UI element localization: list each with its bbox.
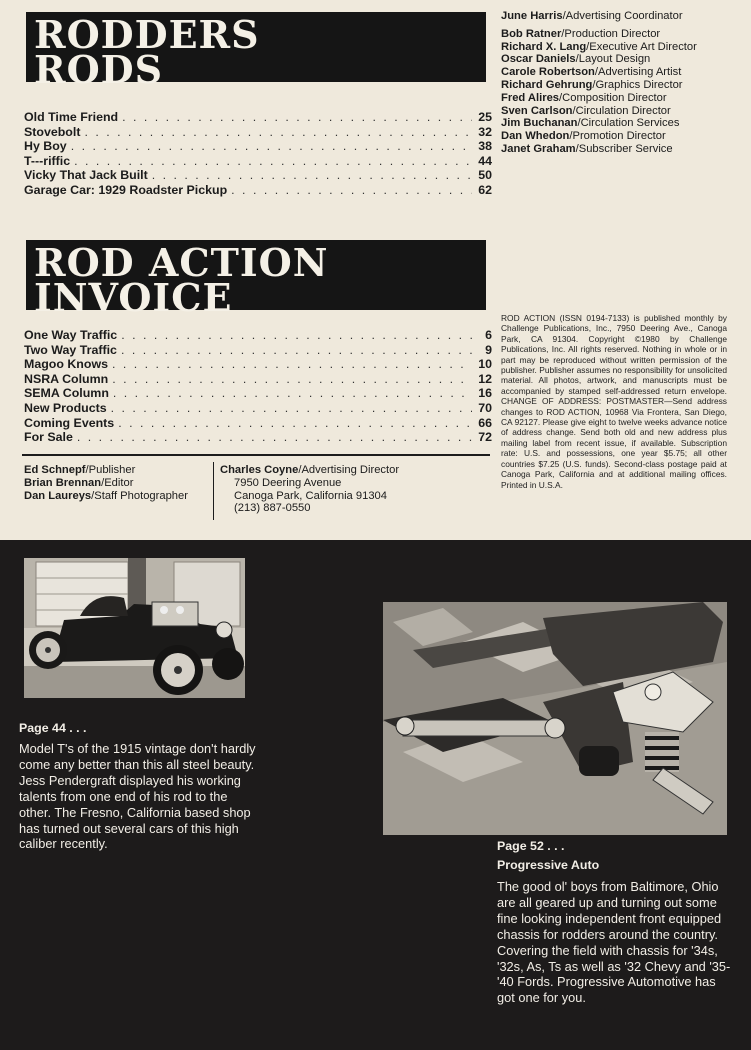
staff-entry: Sven Carlson/Circulation Director <box>501 104 671 117</box>
city-address: Canoga Park, California 91304 <box>234 489 387 502</box>
rod-action-invoice-banner <box>26 240 486 320</box>
toc-entry[interactable]: Hy Boy . . . 38 <box>24 139 492 154</box>
feature-page-52-title[interactable]: Page 52 . . . <box>497 839 565 853</box>
publication-notice: ROD ACTION (ISSN 0194-7133) is published monthly by Challenge Publications, Inc., 7950 Deering Ave., Canoga Park, CA 91304. Copyright ©1980 by Challenge Publications, Inc. All rights reserved. Nothing in whole or in part may be reproduced without written permission of the publisher. Publisher assumes no responsibility for unsolicited material. All photos, artwork, and manuscripts must be accompanied by stamped self-addressed return envelope. CHANGE OF ADDRESS: POSTMASTER—Send address changes to ROD ACTION, 10968 Via Frontera, San Diego, CA 92127. Please give eight to twelve weeks advance notice of address change. Send both old and new address plus mailing label from recent issue, if available. Subscription rate: U.S. and possessions, one year $5.75; all other countries $7.25 (U.S. funds). Second-class postage paid at Canoga Park, California and at additional mailing offices. Printed in U.S.A. <box>501 313 727 490</box>
advertising-contact <box>220 464 399 515</box>
toc-entry[interactable]: T---riffic . . . 44 <box>24 154 492 169</box>
editorial-credits <box>24 464 188 502</box>
page-number: 25 <box>478 110 492 124</box>
banner-line: RODDERS <box>34 12 260 57</box>
toc-entry[interactable]: Vicky That Jack Built . . . 50 <box>24 168 492 183</box>
rodders-rods-toc <box>24 110 492 198</box>
toc-entry[interactable]: NSRA Column . . . 12 <box>24 372 492 387</box>
divider <box>213 462 214 520</box>
page-number: 66 <box>478 415 492 430</box>
credit-entry: Brian Brennan/Editor <box>24 476 134 489</box>
toc-entry[interactable]: Old Time Friend . . . 25 <box>24 110 492 125</box>
toc-entry[interactable]: SEMA Column . . . 16 <box>24 386 492 401</box>
feature-page-52-subtitle: Progressive Auto <box>497 858 600 872</box>
staff-entry: Fred Alires/Composition Director <box>501 91 667 104</box>
page-number: 38 <box>478 139 492 154</box>
feature-page-52-caption: The good ol' boys from Baltimore, Ohio are all geared up and turning out some fine looking independent front equipped chassis for rodders around the country. Covering the field with chassis for '34s, '32s, As, Ts as well as '32 Chevy and '35-'40 Fords. Progressive Automotive has got one for you. <box>497 879 731 1006</box>
feature-preview-panel <box>0 540 751 1050</box>
page-number: 10 <box>478 357 492 372</box>
page-number: 32 <box>478 124 492 139</box>
page-number: 16 <box>478 386 492 401</box>
credit-entry: Charles Coyne/Advertising Director <box>220 464 400 476</box>
divider <box>22 454 490 456</box>
staff-entry: June Harris/Advertising Coordinator <box>501 10 683 22</box>
chassis-photo[interactable] <box>383 602 727 835</box>
page-number: 72 <box>478 430 492 445</box>
toc-entry[interactable]: Coming Events . . . 66 <box>24 416 492 431</box>
credit-entry: Ed Schnepf/Publisher <box>24 464 136 476</box>
page-number: 70 <box>478 400 492 415</box>
page-number: 62 <box>478 182 492 197</box>
banner-line: INVOICE <box>34 274 233 320</box>
toc-entry[interactable]: Stovebolt . . . 32 <box>24 125 492 140</box>
independent-front-chassis-image <box>383 602 727 835</box>
page-number: 6 <box>485 328 492 342</box>
staff-entry: Jim Buchanan/Circulation Services <box>501 117 680 130</box>
credit-entry: Dan Laureys/Staff Photographer <box>24 489 188 502</box>
toc-entry[interactable]: One Way Traffic . . . 6 <box>24 328 492 343</box>
model-t-roadster-image <box>24 558 245 698</box>
toc-entry[interactable]: Two Way Traffic . . . 9 <box>24 343 492 358</box>
feature-page-44-title[interactable]: Page 44 . . . <box>19 721 87 735</box>
toc-entry[interactable]: Magoo Knows . . . 10 <box>24 357 492 372</box>
phone-number: (213) 887-0550 <box>234 502 311 515</box>
staff-entry: Bob Ratner/Production Director <box>501 27 661 40</box>
staff-entry: Oscar Daniels/Layout Design <box>501 53 651 66</box>
page-number: 9 <box>485 342 492 357</box>
page-number: 44 <box>478 153 492 168</box>
staff-entry: Carole Robertson/Advertising Artist <box>501 66 682 79</box>
toc-entry[interactable]: For Sale . . . 72 <box>24 430 492 445</box>
rodders-rods-banner <box>26 12 486 92</box>
toc-entry[interactable]: New Products . . . 70 <box>24 401 492 416</box>
toc-entry[interactable]: Garage Car: 1929 Roadster Pickup . . . 62 <box>24 183 492 198</box>
page-number: 12 <box>478 371 492 386</box>
staff-entry: Janet Graham/Subscriber Service <box>501 142 673 155</box>
page-number: 50 <box>478 168 492 183</box>
rod-action-invoice-toc <box>24 328 492 445</box>
model-t-roadster-photo[interactable] <box>24 558 245 698</box>
staff-masthead <box>501 10 746 156</box>
staff-entry: Dan Whedon/Promotion Director <box>501 130 666 143</box>
staff-entry: Richard Gehrung/Graphics Director <box>501 78 683 91</box>
banner-line: ROD ACTION <box>34 240 329 285</box>
staff-entry: Richard X. Lang/Executive Art Director <box>501 40 697 53</box>
street-address: 7950 Deering Avenue <box>234 476 342 489</box>
banner-line: RODS <box>34 46 164 92</box>
feature-page-44-caption: Model T's of the 1915 vintage don't hardly come any better than this all steel beauty. Jess Pendergraft displayed his working talents from one end of his rod to the other. The Fresno, California based shop has turned out several cars of this high caliber recently. <box>19 741 256 852</box>
